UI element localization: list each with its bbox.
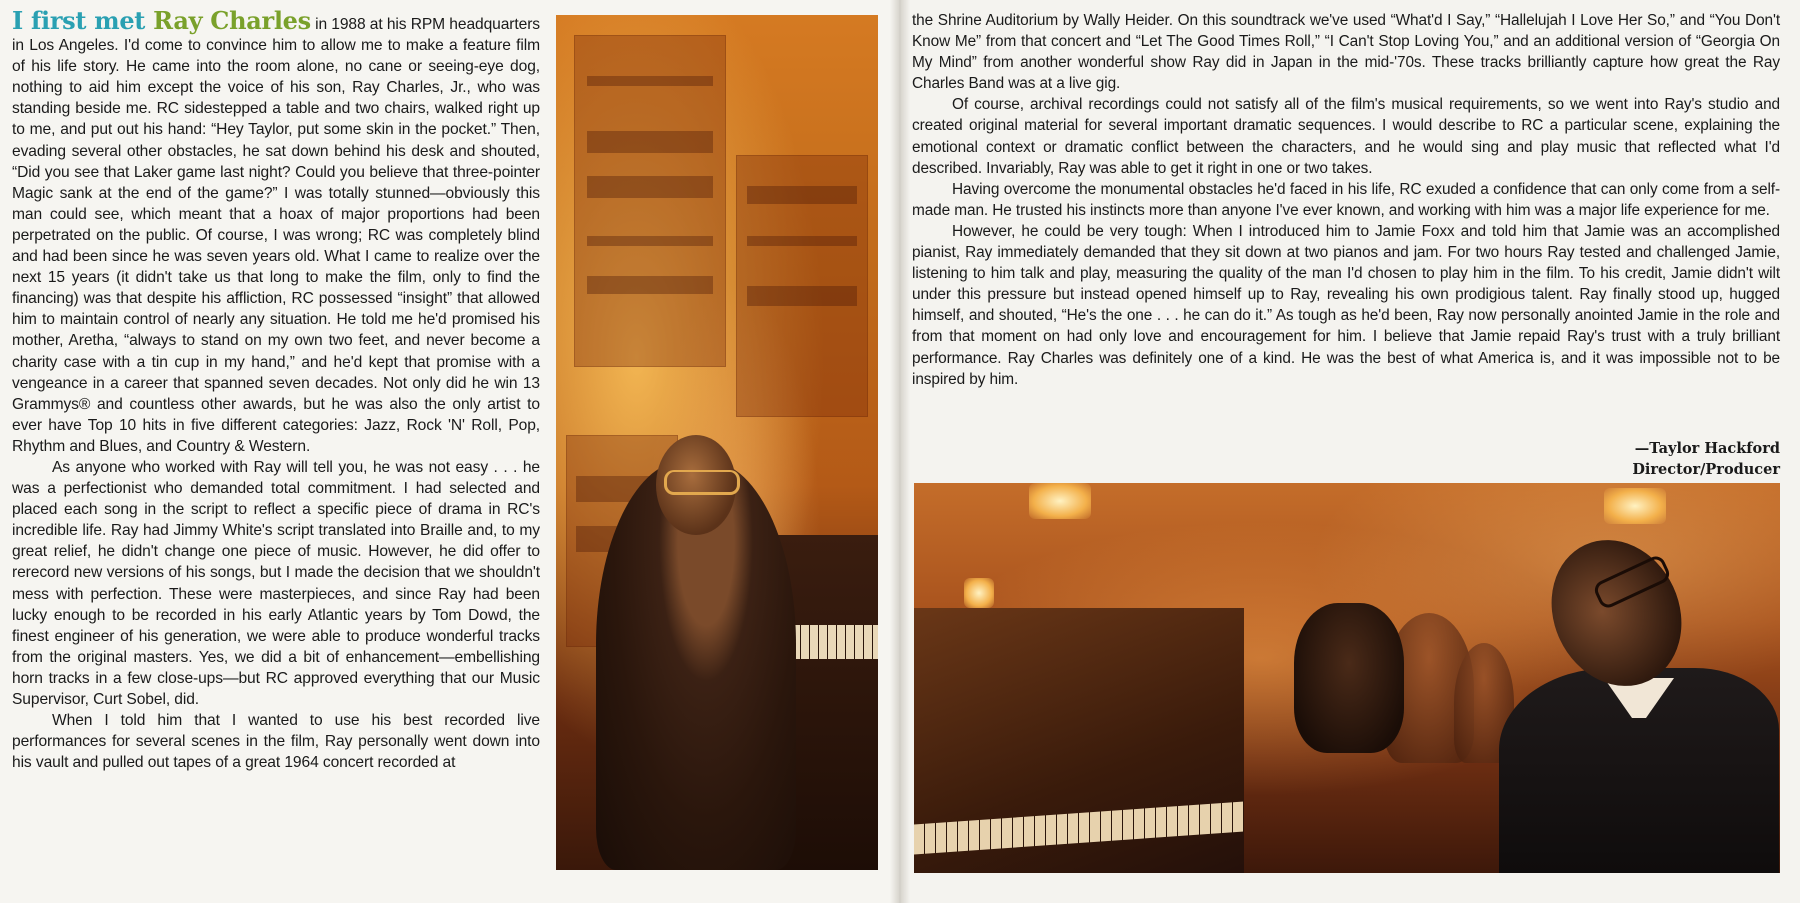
paragraph-1 bbox=[12, 6, 540, 457]
lamp-shape bbox=[1604, 488, 1666, 524]
paragraph-5: Of course, archival recordings could not satisfy all of the film's musical requirements, so we went into Ray's studio and created original material for several important dramatic sequences. I would describe to RC a particular scene, explaining the emotional context or dramatic conflict between the characters, and he would sing and play music that reflected what I'd described. Invariably, Ray was able to get it right in one or two takes. bbox=[912, 96, 1780, 177]
glasses-shape bbox=[664, 470, 740, 495]
poster-shape bbox=[574, 35, 726, 367]
paragraph-2: As anyone who worked with Ray will tell you, he was not easy . . . he was a perfectionist who demanded total commitment. I had selected and placed each song in the script to reflect a specific piece of drama in RC's incredible life. Ray had Jimmy White's script translated into Braille and, to my great relief, he didn't change one piece of music. However, he did offer to rerecord new versions of his songs, but I made the decision that we shouldn't mess with perfection. These were masterpieces, and since Ray had been lucky enough to be recorded in his early Atlantic years by Tom Dowd, the finest engineer of his generation, we were able to produce wonderful tracks from the original masters. Yes, we did a bit of enhancement—embellishing horn tracks in a few close-ups—but RC approved everything that our Music Supervisor, Curt Sobel, did. bbox=[12, 458, 540, 708]
paragraph-4: the Shrine Auditorium by Wally Heider. On this soundtrack we've used “What'd I Say,” “Hallelujah I Love Her So,” and “You Don't Know Me” from that concert and “Let The Good Times Roll,” “I Can't Stop Loving You,” and an additional version of “Georgia On My Mind” from another wonderful show Ray did in Japan in the mid-'70s. These tracks brilliantly capture how great the Ray Charles Band was at a live gig. bbox=[912, 12, 1780, 93]
paragraph-6: Having overcome the monumental obstacles he'd faced in his life, RC exuded a confidence that can only come from a self-made man. He trusted his instincts more than anyone I've ever known, and working with him was a major life experience for me. bbox=[912, 180, 1780, 219]
left-text-column bbox=[12, 6, 540, 773]
right-text-column bbox=[912, 10, 1780, 390]
paragraph-7: However, he could be very tough: When I introduced him to Jamie Foxx and told him that Jamie was an accomplished pianist, Ray immediately demanded that they sit down at two pianos and jam. For two hours Ray tested and challenged Jamie, listening to him talk and play, measuring the quality of the man I'd chosen to play him in the film. To his credit, Jamie didn't wilt under this pressure but instead opened himself up to Ray, revealing his own prodigious talent. Ray finally stood up, hugged himself, and shouted, “He's the one . . . he can do it.” As tough as he'd been, Ray now personally anointed Jamie in the role and from that moment on had only love and encouragement for him. I believe that Jamie repaid Ray's trust with a truly brilliant performance. Ray Charles was definitely one of a kind. He was the best of what America is, and it was impossible not to be inspired by him. bbox=[912, 222, 1780, 388]
singer-hand bbox=[1294, 603, 1404, 753]
poster-shape bbox=[736, 155, 868, 417]
page-gutter bbox=[890, 0, 910, 903]
signature-title: Director/Producer bbox=[1632, 461, 1780, 478]
photo-singer-at-piano bbox=[914, 483, 1780, 873]
signature-block bbox=[1632, 438, 1780, 480]
lamp-shape bbox=[1029, 483, 1091, 519]
photo-piano-player bbox=[556, 15, 878, 870]
paragraph-3: When I told him that I wanted to use his best recorded live performances for several scenes in the film, Ray personally went down into his vault and pulled out tapes of a great 1964 concert recorded at bbox=[12, 712, 540, 772]
signature-name: —Taylor Hackford bbox=[1634, 440, 1780, 457]
lamp-shape bbox=[964, 578, 994, 608]
lead-in-name: Ray Charles bbox=[153, 6, 311, 35]
paragraph-1-body: in 1988 at his RPM headquarters in Los Angeles. I'd come to convince him to allow me to make a feature film of his life story. He came into the room alone, no cane or seeing-eye dog, nothing to aid him except the voice of his son, Ray Charles, Jr., who was standing beside me. RC sidestepped a table and two chairs, walked right up to me, and put out his hand: “Hey Taylor, put some skin in the pocket.” Then, evading several other obstacles, he sat down behind his desk and shouted, “Did you see that Laker game last night? Could you believe that three-pointer Magic sank at the end of the game?” I was totally stunned—obviously this man could see, which meant that a hoax of major proportions had been perpetrated on the public. Of course, I was wrong; RC was completely blind and had been since he was seven years old. What I came to realize over the next 15 years (it didn't take us that long to make the film, only to find the financing) was that despite his affliction, RC possessed “insight” that allowed him to maintain control of nearly any situation. He told me he'd promised his mother, Aretha, “always to stand on my own two feet, and never become a charity case with a tin cup in my hand,” and he'd kept that promise with a vengeance in a career that spanned seven decades. Not only did he win 13 Grammys® and countless other awards, but he was also the only artist to ever have Top 10 hits in five different categories: Jazz, Rock 'N' Roll, Pop, Rhythm and Blues, and Country & Western. bbox=[12, 16, 540, 455]
lead-in-text: I first met bbox=[12, 6, 154, 35]
